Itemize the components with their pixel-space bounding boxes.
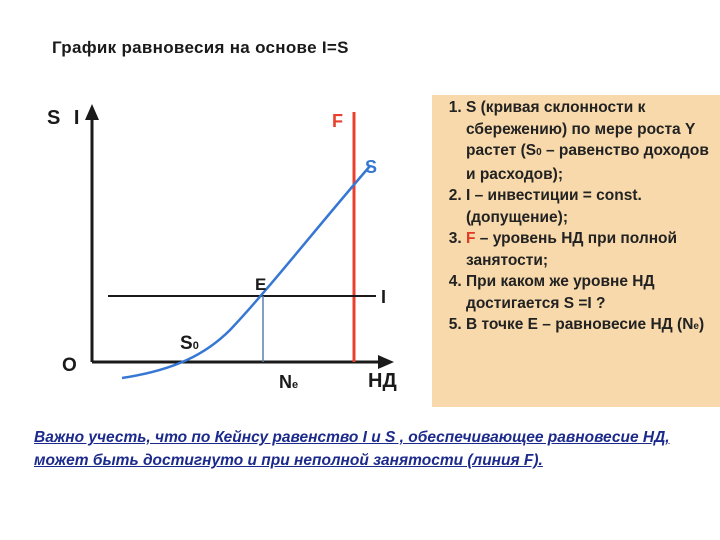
notes-list	[432, 95, 720, 338]
s0-label: S0	[180, 333, 199, 354]
note-item: 2. I – инвестиции = const. (допущение);	[466, 185, 712, 228]
x-axis-arrow-icon	[378, 355, 394, 369]
e-point-label: E	[255, 275, 267, 294]
footer-note: Важно учесть, что по Кейнсу равенство I и S , обеспечивающее равновесие НД, может быть достигнуто и при неполной занятости (линия F).	[34, 429, 670, 469]
x-axis-label: НД	[368, 370, 397, 392]
ne-label: Ne	[279, 372, 299, 392]
y-axis-arrow-icon	[85, 104, 99, 120]
notes-panel	[432, 95, 720, 407]
i-line-label: I	[381, 287, 387, 307]
f-label: F	[332, 111, 343, 131]
note-item: 1. S (кривая склонности к сбережению) по мере роста Y растет (S0 – равенство доходов и расходов);	[466, 97, 712, 185]
note-item: 5. В точке Е – равновесие НД (Ne)	[466, 314, 712, 338]
s-curve	[122, 166, 370, 378]
note-item: 4. При каком же уровне НД достигается S =I ?	[466, 271, 712, 314]
origin-label: O	[62, 355, 77, 376]
y-axis-label: S I	[47, 107, 84, 129]
slide-title: График равновесия на основе I=S	[52, 38, 349, 57]
s-curve-label: S	[365, 157, 378, 177]
note-item: 3. F – уровень НД при полной занятости;	[466, 228, 712, 271]
